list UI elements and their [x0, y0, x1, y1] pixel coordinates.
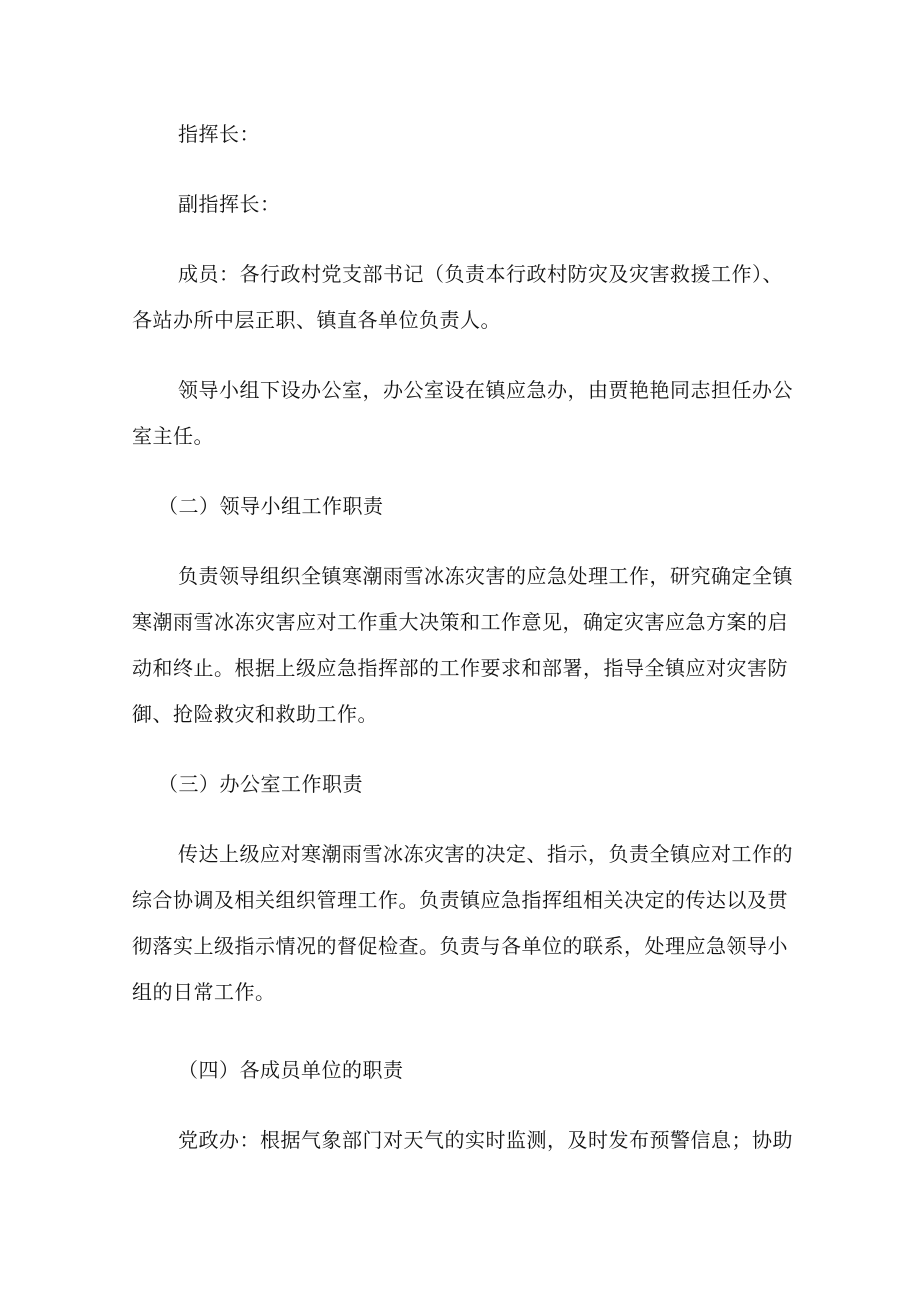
office-line-2: 室主任。 [132, 424, 214, 448]
duties-line-4: 御、抢险救灾和救助工作。 [132, 702, 378, 726]
office-duties-line-3: 彻落实上级指示情况的督促检查。负责与各单位的联系，处理应急领导小 [132, 934, 788, 958]
deputy-commander-line: 副指挥长： [178, 192, 281, 216]
duties-line-3: 动和终止。根据上级应急指挥部的工作要求和部署，指导全镇应对灾害防 [132, 656, 788, 680]
duties-line-2: 寒潮雨雪冰冻灾害应对工作重大决策和工作意见，确定灾害应急方案的启 [132, 610, 788, 634]
party-office-line: 党政办：根据气象部门对天气的实时监测，及时发布预警信息；协助 [178, 1128, 793, 1152]
section-heading-3: （三）办公室工作职责 [158, 772, 363, 796]
commander-line: 指挥长： [178, 122, 260, 146]
section-heading-4: （四）各成员单位的职责 [178, 1058, 404, 1082]
office-duties-line-1: 传达上级应对寒潮雨雪冰冻灾害的决定、指示，负责全镇应对工作的 [178, 842, 793, 866]
members-line-2: 各站办所中层正职、镇直各单位负责人。 [132, 308, 501, 332]
office-duties-line-2: 综合协调及相关组织管理工作。负责镇应急指挥组相关决定的传达以及贯 [132, 888, 788, 912]
office-duties-line-4: 组的日常工作。 [132, 980, 276, 1004]
office-line-1: 领导小组下设办公室，办公室设在镇应急办，由贾艳艳同志担任办公 [178, 378, 793, 402]
members-line-1: 成员：各行政村党支部书记（负责本行政村防灾及灾害救援工作）、 [178, 262, 783, 286]
duties-line-1: 负责领导组织全镇寒潮雨雪冰冻灾害的应急处理工作，研究确定全镇 [178, 564, 793, 588]
section-heading-2: （二）领导小组工作职责 [158, 494, 384, 518]
